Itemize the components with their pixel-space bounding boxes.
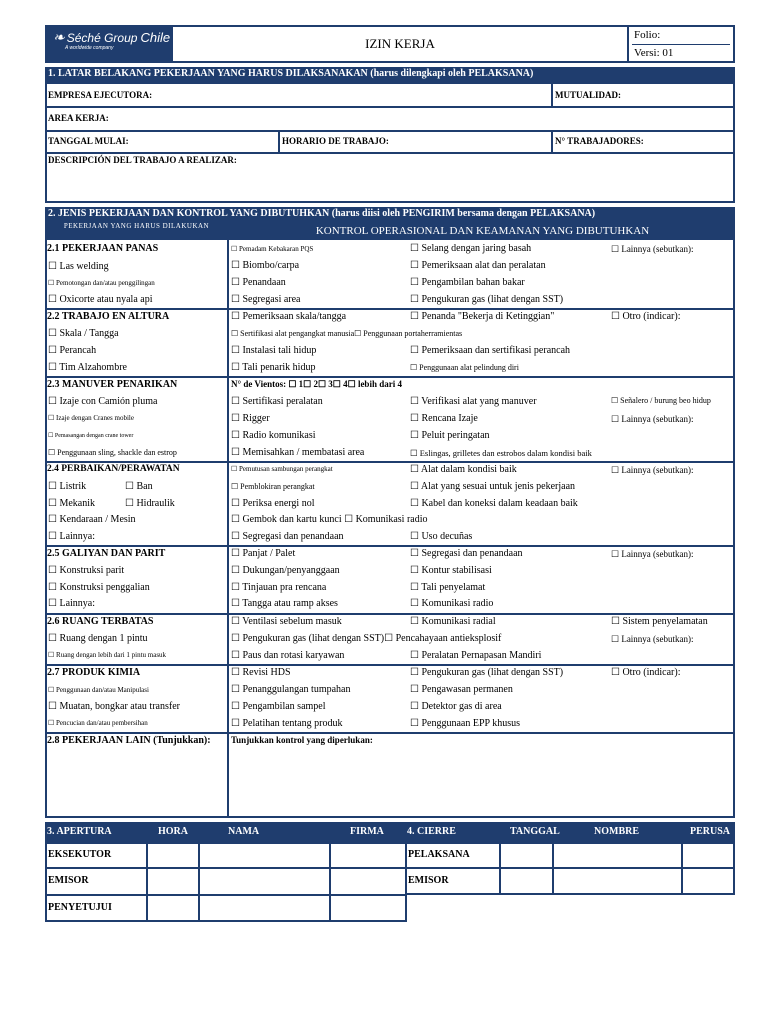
form-title: IZIN KERJA (171, 27, 629, 61)
s22-c1-0[interactable]: ☐ Pemeriksaan skala/tangga (231, 311, 347, 322)
s22-left-1[interactable]: ☐ Perancah (48, 345, 97, 356)
s22-c1-3[interactable]: ☐ Tali penarik hidup (231, 362, 316, 373)
s22-left-0[interactable]: ☐ Skala / Tangga (48, 328, 119, 339)
s3-row-penyetujui: PENYETUJUI (48, 902, 112, 913)
s24-left-b1[interactable]: ☐ Hidraulik (125, 498, 175, 509)
s22-c3-0[interactable]: ☐ Otro (indicar): (611, 311, 681, 322)
s23-left-2[interactable]: ☐ Pemasangan dengan crane tower (48, 433, 134, 439)
s4-row-emisor: EMISOR (408, 875, 449, 886)
s24-title: 2.4 PERBAIKAN/PERAWATAN (47, 464, 180, 474)
s21-c2-3[interactable]: ☐ Pengukuran gas (lihat dengan SST) (410, 294, 564, 305)
s22-c2-0[interactable]: ☐ Penanda "Bekerja di Ketinggian" (410, 311, 555, 322)
logo-tagline: A worldwide company (65, 45, 114, 51)
s25-left-2[interactable]: ☐ Lainnya: (48, 598, 96, 609)
horario-label[interactable]: HORARIO DE TRABAJO: (282, 136, 389, 146)
s27-c2-0[interactable]: ☐ Pengukuran gas (lihat dengan SST) (410, 667, 564, 678)
folio-block (632, 27, 732, 62)
s21-c1-3[interactable]: ☐ Segregasi area (231, 294, 301, 305)
s21-c1-0[interactable]: ☐ Pemadam Kebakaran PQS (231, 245, 314, 253)
s21-c1-2[interactable]: ☐ Penandaan (231, 277, 286, 288)
s3-row-eksekutor: EKSEKUTOR (48, 849, 112, 860)
s23-c2-0[interactable]: ☐ Verifikasi alat yang manuver (410, 396, 537, 407)
s22-left-2[interactable]: ☐ Tim Alzahombre (48, 362, 127, 373)
s25-c3-0[interactable]: ☐ Lainnya (sebutkan): (611, 549, 694, 559)
s24-left-a0[interactable]: ☐ Listrik (48, 481, 87, 492)
s25-c1-2[interactable]: ☐ Tinjauan pra rencana (231, 582, 327, 593)
s24-c1-2[interactable]: ☐ Periksa energi nol (231, 498, 315, 509)
s27-c1-1[interactable]: ☐ Penanggulangan tumpahan (231, 684, 351, 695)
s23-vientos[interactable]: N° de Vientos: ☐ 1☐ 2☐ 3☐ 4☐ lebih dari 4 (231, 379, 402, 389)
logo-country: Chile (140, 30, 171, 45)
empresa-label[interactable]: EMPRESA EJECUTORA: (48, 90, 153, 100)
s23-c2-3[interactable]: ☐ Eslingas, grilletes dan estrobos dalam kondisi baik (410, 448, 592, 458)
descripcion-label[interactable]: DESCRIPCIÓN DEL TRABAJO A REALIZAR: (48, 155, 237, 165)
s24-c2-2[interactable]: ☐ Kabel dan koneksi dalam keadaan baik (410, 498, 578, 509)
s26-title: 2.6 RUANG TERBATAS (47, 616, 154, 627)
s22-c2-3[interactable]: ☐ Penggunaan alat pelindung diri (410, 363, 519, 372)
s4-head-2: NOMBRE (594, 826, 639, 837)
s27-c2-1[interactable]: ☐ Pengawasan permanen (410, 684, 513, 695)
s27-title: 2.7 PRODUK KIMIA (47, 667, 141, 678)
s24-c2-0[interactable]: ☐ Alat dalam kondisi baik (410, 464, 517, 475)
s23-left-1[interactable]: ☐ Izaje dengan Cranes mobile (48, 414, 134, 422)
s21-c3-0[interactable]: ☐ Lainnya (sebutkan): (611, 244, 694, 254)
s22-c1-1[interactable]: ☐ Sertifikasi alat pengangkat manusia☐ Penggunaan portaherramientas (231, 329, 463, 338)
s26-c2-2[interactable]: ☐ Peralatan Pernapasan Mandiri (410, 650, 542, 661)
folio-label: Folio: (634, 29, 661, 41)
s25-title: 2.5 GALIYAN DAN PARIT (47, 548, 166, 559)
s23-c2-2[interactable]: ☐ Peluit peringatan (410, 430, 490, 441)
s26-left-1[interactable]: ☐ Ruang dengan lebih dari 1 pintu masuk (48, 651, 167, 659)
s22-c1-2[interactable]: ☐ Instalasi tali hidup (231, 345, 317, 356)
s26-c3-1[interactable]: ☐ Lainnya (sebutkan): (611, 634, 694, 644)
tanggal-label[interactable]: TANGGAL MULAI: (48, 136, 129, 146)
s24-c2-4[interactable]: ☐ Uso decuñas (410, 531, 473, 542)
subheading-left: PEKERJAAN YANG HARUS DILAKUKAN (63, 222, 210, 230)
s24-c3-0[interactable]: ☐ Lainnya (sebutkan): (611, 465, 694, 475)
s21-title: 2.1 PEKERJAAN PANAS (47, 243, 159, 254)
s26-c1-0[interactable]: ☐ Ventilasi sebelum masuk (231, 616, 342, 627)
s23-c2-1[interactable]: ☐ Rencana Izaje (410, 413, 478, 424)
s25-c1-3[interactable]: ☐ Tangga atau ramp akses (231, 598, 338, 609)
s25-c2-1[interactable]: ☐ Kontur stabilisasi (410, 565, 492, 576)
s4-head-0: 4. CIERRE (407, 826, 456, 837)
section2-heading: 2. JENIS PEKERJAAN DAN KONTROL YANG DIBUTUHKAN (harus diisi oleh PENGIRIM bersama dengan PELAKSANA) (45, 207, 735, 222)
s24-left-a1[interactable]: ☐ Mekanik (48, 498, 96, 509)
s21-left-1[interactable]: ☐ Pemotongan dan/atau penggilingan (48, 279, 155, 287)
s28-title: 2.8 PEKERJAAN LAIN (Tunjukkan): (47, 735, 211, 746)
s26-c1-2[interactable]: ☐ Paus dan rotasi karyawan (231, 650, 345, 661)
s23-c3-0[interactable]: ☐ Señalero / burung beo hidup (611, 396, 711, 405)
s27-left-1[interactable]: ☐ Muatan, bongkar atau transfer (48, 701, 180, 712)
s26-c1-1[interactable]: ☐ Pengukuran gas (lihat dengan SST)☐ Pencahayaan antieksplosif (231, 633, 502, 644)
area-label[interactable]: AREA KERJA: (48, 113, 109, 123)
s3-head-0: 3. APERTURA (47, 823, 112, 841)
s21-c2-0[interactable]: ☐ Selang dengan jaring basah (410, 243, 532, 254)
s24-c2-1[interactable]: ☐ Alat yang sesuai untuk jenis pekerjaan (410, 481, 576, 492)
s21-left-0[interactable]: ☐ Las welding (48, 261, 109, 272)
s23-c1-1[interactable]: ☐ Rigger (231, 413, 270, 424)
s28-right[interactable]: Tunjukkan kontrol yang diperlukan: (231, 735, 373, 745)
s25-c1-0[interactable]: ☐ Panjat / Palet (231, 548, 296, 559)
s3-head-1: HORA (158, 826, 188, 837)
s21-c1-1[interactable]: ☐ Biombo/carpa (231, 260, 300, 271)
s27-c1-0[interactable]: ☐ Revisi HDS (231, 667, 291, 678)
s21-c2-1[interactable]: ☐ Pemeriksaan alat dan peralatan (410, 260, 546, 271)
s23-left-0[interactable]: ☐ Izaje con Camión pluma (48, 396, 158, 407)
s4-row-pelaksana: PELAKSANA (408, 849, 470, 860)
s24-c1-0[interactable]: ☐ Pemutusan sambungan perangkat (231, 465, 333, 473)
s23-c3-1[interactable]: ☐ Lainnya (sebutkan): (611, 414, 694, 424)
s23-left-3[interactable]: ☐ Penggunaan sling, shackle dan estrop (48, 448, 177, 457)
subheading-right: KONTROL OPERASIONAL DAN KEAMANAN YANG DIBUTUHKAN (315, 225, 650, 237)
trabajadores-label[interactable]: N° TRABAJADORES: (555, 136, 644, 146)
s26-c2-0[interactable]: ☐ Komunikasi radial (410, 616, 496, 627)
s3-row-emisor: EMISOR (48, 875, 89, 886)
s27-c1-3[interactable]: ☐ Pelatihan tentang produk (231, 718, 343, 729)
s4-head-1: TANGGAL (510, 826, 560, 837)
s27-left-2[interactable]: ☐ Pencucian dan/atau pembersihan (48, 719, 148, 727)
s4-head-3: PERUSA (690, 826, 731, 837)
s25-c2-0[interactable]: ☐ Segregasi dan penandaan (410, 548, 523, 559)
mutualidad-label[interactable]: MUTUALIDAD: (555, 90, 621, 100)
s23-c1-0[interactable]: ☐ Sertifikasi peralatan (231, 396, 323, 407)
s27-c2-3[interactable]: ☐ Penggunaan EPP khusus (410, 718, 520, 729)
s22-c2-2[interactable]: ☐ Pemeriksaan dan sertifikasi perancah (410, 345, 571, 356)
s25-c2-3[interactable]: ☐ Komunikasi radio (410, 598, 494, 609)
s24-c1-3[interactable]: ☐ Gembok dan kartu kunci ☐ Komunikasi radio (231, 514, 428, 525)
s24-left-0[interactable]: ☐ Kendaraan / Mesin (48, 514, 136, 525)
section2-frame (45, 238, 735, 818)
s24-left-b0[interactable]: ☐ Ban (125, 481, 153, 492)
s25-left-0[interactable]: ☐ Konstruksi parit (48, 565, 125, 576)
s23-c1-2[interactable]: ☐ Radio komunikasi (231, 430, 316, 441)
s25-left-1[interactable]: ☐ Konstruksi penggalian (48, 582, 150, 593)
leaf-icon: ❧ (53, 29, 65, 45)
company-logo (47, 27, 171, 61)
s26-left-0[interactable]: ☐ Ruang dengan 1 pintu (48, 633, 148, 644)
s27-left-0[interactable]: ☐ Penggunaan dan/atau Manipulasi (48, 686, 149, 694)
s26-c3-0[interactable]: ☐ Sistem penyelamatan (611, 616, 708, 627)
s3-head-2: NAMA (228, 826, 260, 837)
s27-c3-0[interactable]: ☐ Otro (indicar): (611, 667, 681, 678)
s25-c1-1[interactable]: ☐ Dukungan/penyanggaan (231, 565, 340, 576)
s21-left-2[interactable]: ☐ Oxicorte atau nyala api (48, 294, 153, 305)
s3-head-3: FIRMA (350, 826, 384, 837)
s25-c2-2[interactable]: ☐ Tali penyelamat (410, 582, 486, 593)
s24-c1-4[interactable]: ☐ Segregasi dan penandaan (231, 531, 344, 542)
version-label: Versi: 01 (634, 47, 674, 59)
s24-left-1[interactable]: ☐ Lainnya: (48, 531, 96, 542)
s27-c2-2[interactable]: ☐ Detektor gas di area (410, 701, 502, 712)
s21-c2-2[interactable]: ☐ Pengambilan bahan bakar (410, 277, 525, 288)
s27-c1-2[interactable]: ☐ Pengambilan sampel (231, 701, 326, 712)
s23-title: 2.3 MANUVER PENARIKAN (47, 379, 178, 390)
logo-text: Séché Group (66, 31, 138, 45)
s24-c1-1[interactable]: ☐ Pemblokiran perangkat (231, 482, 315, 491)
section1-heading: 1. LATAR BELAKANG PEKERJAAN YANG HARUS DILAKSANAKAN (harus dilengkapi oleh PELAKSANA) (45, 67, 735, 82)
s22-title: 2.2 TRABAJO EN ALTURA (47, 311, 170, 322)
s23-c1-3[interactable]: ☐ Memisahkan / membatasi area (231, 447, 365, 458)
